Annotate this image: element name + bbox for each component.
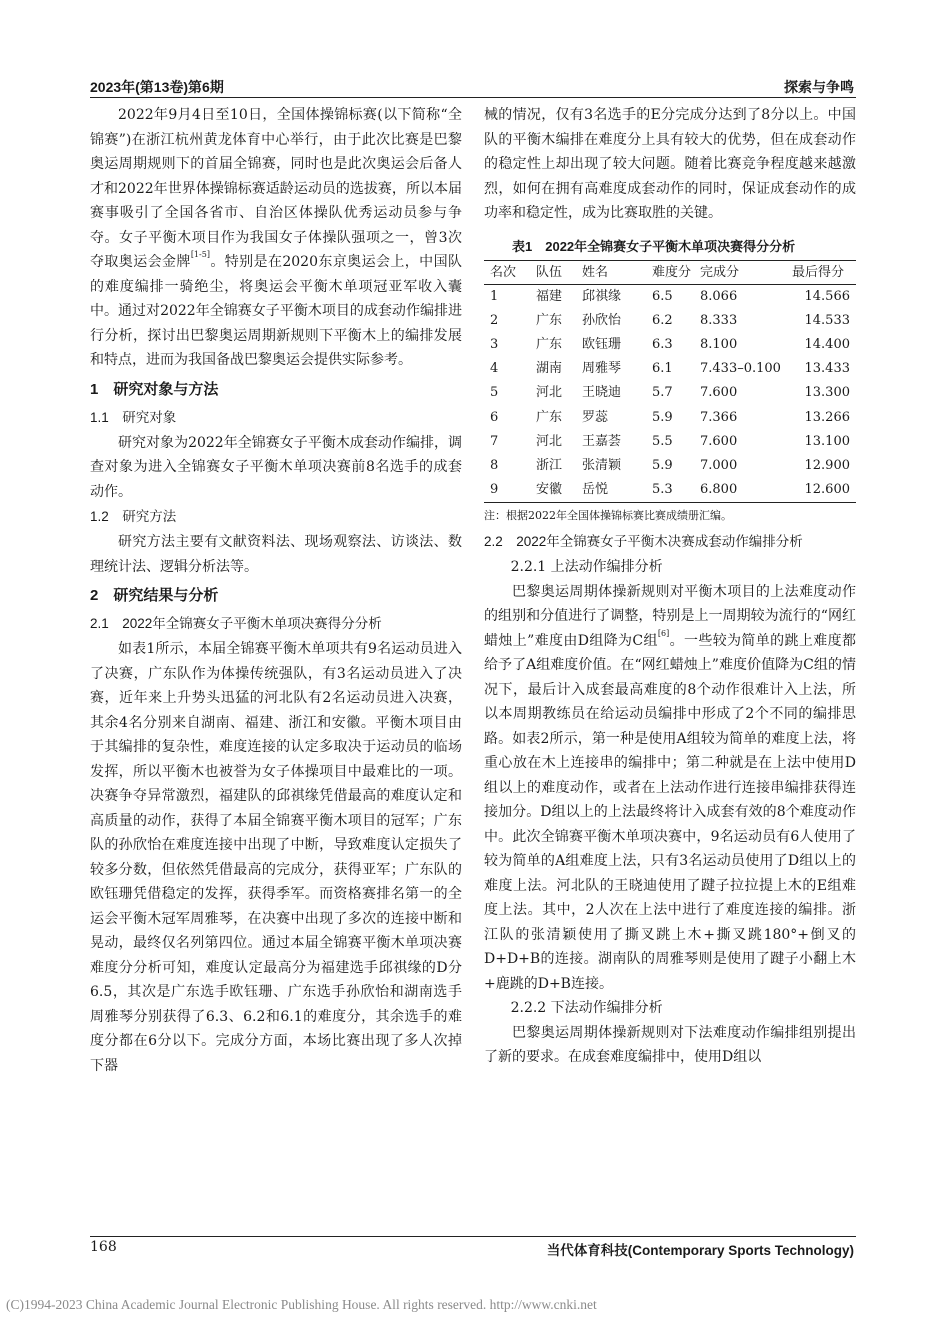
section-2-2-1-text [484,580,856,997]
cell-team: 浙江 [536,457,563,473]
section-2-2-1-text-a: 巴黎奥运周期体操新规则对平衡木项目的上法难度动作的组别和分值进行了调整，特别是上一周期较为流行的“网红蜡烛上”难度由D组降为C组 [484,583,856,649]
cell-execution: 7.600 [700,433,738,449]
cell-difficulty: 6.1 [652,361,673,377]
cell-team: 广东 [536,312,563,328]
cell-name: 王嘉荟 [582,433,622,449]
cell-difficulty: 6.3 [652,336,673,352]
cell-team: 河北 [536,433,563,449]
right-column [484,103,856,1070]
cell-rank: 1 [490,288,499,304]
section-2-2-title: 2.2 2022年全锦赛女子平衡木决赛成套动作编排分析 [484,534,803,550]
table-row [484,478,856,503]
cell-execution: 7.366 [700,409,738,425]
cell-difficulty: 6.5 [652,288,673,304]
cell-rank: 2 [490,312,499,328]
cell-name: 周雅琴 [582,361,622,377]
cell-final: 14.533 [804,312,850,328]
table-header-row [484,260,856,284]
section-2-2-1-title: 2.2.1 上法动作编排分析 [510,559,663,576]
citation: [6] [657,628,670,638]
cell-rank: 5 [490,385,499,401]
intro-text-b: 。特别是在2020东京奥运会上，中国队的难度编排一骑绝尘，将奥运会平衡木单项冠亚军收入囊中。通过对2022年全锦赛女子平衡木项目的成套动作编排进行分析，探讨出巴黎奥运周期新规则下平衡木上的编排发展和特点，进而为我国备战巴黎奥运会提供实际参考。 [90,254,462,368]
intro-text-a: 2022年9月4日至10日，全国体操锦标赛(以下简称“全锦赛”)在浙江杭州黄龙体育中心举行，由于此次比赛是巴黎奥运周期规则下的首届全锦赛，同时也是此次奥运会后备人才和2022年世界体操锦标赛适龄运动员的选拔赛，所以本届赛事吸引了全国各省市、自治区体操队优秀运动员参与争夺。女子平衡木项目作为我国女子体操队强项之一，曾3次夺取奥运会金牌 [90,107,462,270]
cell-difficulty: 5.3 [652,478,700,503]
cell-difficulty: 5.7 [652,385,673,401]
intro-paragraph [90,103,462,373]
header-final: 最后得分 [792,260,856,284]
section-2-title: 2 研究结果与分析 [90,587,219,604]
header-team: 队伍 [536,260,582,284]
cell-name: 岳悦 [582,478,652,503]
cell-team: 安徽 [536,478,582,503]
cell-execution: 8.066 [700,288,738,304]
header-difficulty: 难度分 [652,260,700,284]
table-caption: 表1 2022年全锦赛女子平衡木单项决赛得分分析 [512,238,796,254]
page-number: 168 [90,1239,117,1255]
cell-execution: 8.333 [700,312,738,328]
table-row [484,357,856,381]
table-note: 注：根据2022年全国体操锦标赛比赛成绩册汇编。 [484,509,732,523]
table-row [484,430,856,454]
cell-rank: 8 [490,457,499,473]
table-row [484,309,856,333]
table-row [484,284,856,309]
cell-final: 12.600 [792,478,856,503]
citation: [1-5] [190,250,210,259]
cell-rank: 6 [490,409,499,425]
cell-name: 张清颖 [582,457,622,473]
copyright-watermark: (C)1994-2023 China Academic Journal Electronic Publishing House. All rights reserved. http://www.cnki.net [6,1297,597,1312]
section-1-2-text: 研究方法主要有文献资料法、现场观察法、访谈法、数理统计法、逻辑分析法等。 [90,534,462,575]
cell-difficulty: 5.9 [652,457,673,473]
section-header: 探索与争鸣 [784,79,854,95]
header-rule [90,97,856,98]
cell-execution: 7.600 [700,385,738,401]
table-row [484,406,856,430]
cell-team: 广东 [536,409,563,425]
cell-final: 14.566 [804,288,850,304]
section-1-1-title: 1.1 研究对象 [90,409,177,425]
cell-final: 13.100 [804,433,850,449]
cell-final: 13.266 [804,409,850,425]
cell-final: 13.300 [804,385,850,401]
journal-title: 当代体育科技(Contemporary Sports Technology) [546,1243,854,1258]
journal-issue-header: 2023年(第13卷)第6期 [90,79,224,95]
cell-difficulty: 5.5 [652,433,673,449]
cell-name: 欧钰珊 [582,336,622,352]
table-row [484,454,856,478]
cell-name: 邱祺缘 [582,288,622,304]
cell-rank: 3 [490,336,499,352]
cell-rank: 4 [490,361,499,377]
header-rank: 名次 [484,260,536,284]
cell-difficulty: 6.2 [652,312,673,328]
cell-team: 广东 [536,336,563,352]
cell-team: 湖南 [536,361,563,377]
cell-name: 孙欣怡 [582,312,622,328]
table-row [484,333,856,357]
cell-difficulty: 5.9 [652,409,673,425]
header-execution: 完成分 [700,260,792,284]
section-2-2-2-title: 2.2.2 下法动作编排分析 [510,1000,663,1017]
section-1-2-title: 1.2 研究方法 [90,509,177,524]
left-column [90,103,462,1078]
continued-text: 械的情况，仅有3名选手的E分完成分达到了8分以上。中国队的平衡木编排在难度分上具有较大的优势，但在成套动作的稳定性上却出现了较大问题。随着比赛竞争程度越来越激烈，如何在拥有高难度成套动作的同时，保证成套动作的成功率和稳定性，成为比赛取胜的关键。 [484,107,856,221]
section-2-1-text: 如表1所示，本届全锦赛平衡木单项共有9名运动员进入了决赛，广东队作为体操传统强队，有3名运动员进入了决赛，近年来上升势头迅猛的河北队有2名运动员进入决赛，其余4名分别来自湖南、福建、浙江和安徽。平衡木项目由于其编排的复杂性，难度连接的认定多取决于运动员的临场发挥，所以平衡木也被誉为女子体操项目中最难比的一项。决赛争夺异常激烈，福建队的邱祺缘凭借最高的难度认定和高质量的动作，获得了本届全锦赛平衡木项目的冠军；广东队的孙欣怡在难度连接中出现了中断，导致难度认定损失了较多分数，但依然凭借最高的完成分，获得亚军；广东队的欧钰珊凭借稳定的发挥，获得季军。而资格赛排名第一的全运会平衡木冠军周雅琴，在决赛中出现了多次的连接中断和晃动，最终仅名列第四位。通过本届全锦赛平衡木单项决赛难度分分析可知，难度认定最高分为福建选手邱祺缘的D分6.5，其次是广东选手欧钰珊、广东选手孙欣怡和湖南选手周雅琴分别获得了6.3、6.2和6.1的难度分，其余选手的难度分都在6分以下。完成分方面，本场比赛出现了多人次掉下器 [90,641,462,1074]
cell-execution: 8.100 [700,336,738,352]
section-2-1-title: 2.1 2022年全锦赛女子平衡木单项决赛得分分析 [90,616,382,631]
footer-rule [90,1236,856,1237]
cell-team: 福建 [536,288,563,304]
cell-execution: 6.800 [700,478,792,503]
cell-team: 河北 [536,385,563,401]
cell-final: 13.433 [804,361,850,377]
section-2-2-1-text-b: 。一些较为简单的跳上难度都给予了A组难度价值。在“网红蜡烛上”难度价值降为C组的情况下，最后计入成套最高难度的8个动作很难计入上法，所以本周期教练员在给运动员编排中形成了2个不同的编排思路。如表2所示，第一种是使用A组较为简单的难度上法，将重心放在木上连接串的编排中；第二种就是在上法中使用D组以上的难度动作，或者在上法动作进行连接串编排获得连接加分。D组以上的上法最终将计入成套有效的8个难度动作中。此次全锦赛平衡木单项决赛中，9名运动员有6人使用了较为简单的A组难度上法，只有3名运动员使用了D组以上的难度上法。河北队的王晓迪使用了踺子拉拉提上木的E组难度上法。其中，2人次在上法中进行了难度连接的编排。浙江队的张清颖使用了撕叉跳上木+撕叉跳180°+倒叉的D+D+B的连接。湖南队的周雅琴则是使用了踺子小翻上木+鹿跳的D+B连接。 [484,632,856,992]
cell-execution: 7.433–0.100 [700,361,781,377]
results-table [484,260,856,504]
cell-name: 王晓迪 [582,385,622,401]
section-1-title: 1 研究对象与方法 [90,380,219,398]
section-2-2-2-text: 巴黎奥运周期体操新规则对下法难度动作编排组别提出了新的要求。在成套难度编排中，使用D组以 [484,1024,856,1066]
cell-execution: 7.000 [700,457,738,473]
header-name: 姓名 [582,260,652,284]
cell-final: 12.900 [804,457,850,473]
cell-name: 罗蕊 [582,409,609,425]
cell-rank: 7 [490,433,499,449]
table-row [484,381,856,405]
section-1-1-text: 研究对象为2022年全锦赛女子平衡木成套动作编排，调查对象为进入全锦赛女子平衡木单项决赛前8名选手的成套动作。 [90,434,462,500]
cell-rank: 9 [484,478,536,503]
cell-final: 14.400 [804,336,850,352]
